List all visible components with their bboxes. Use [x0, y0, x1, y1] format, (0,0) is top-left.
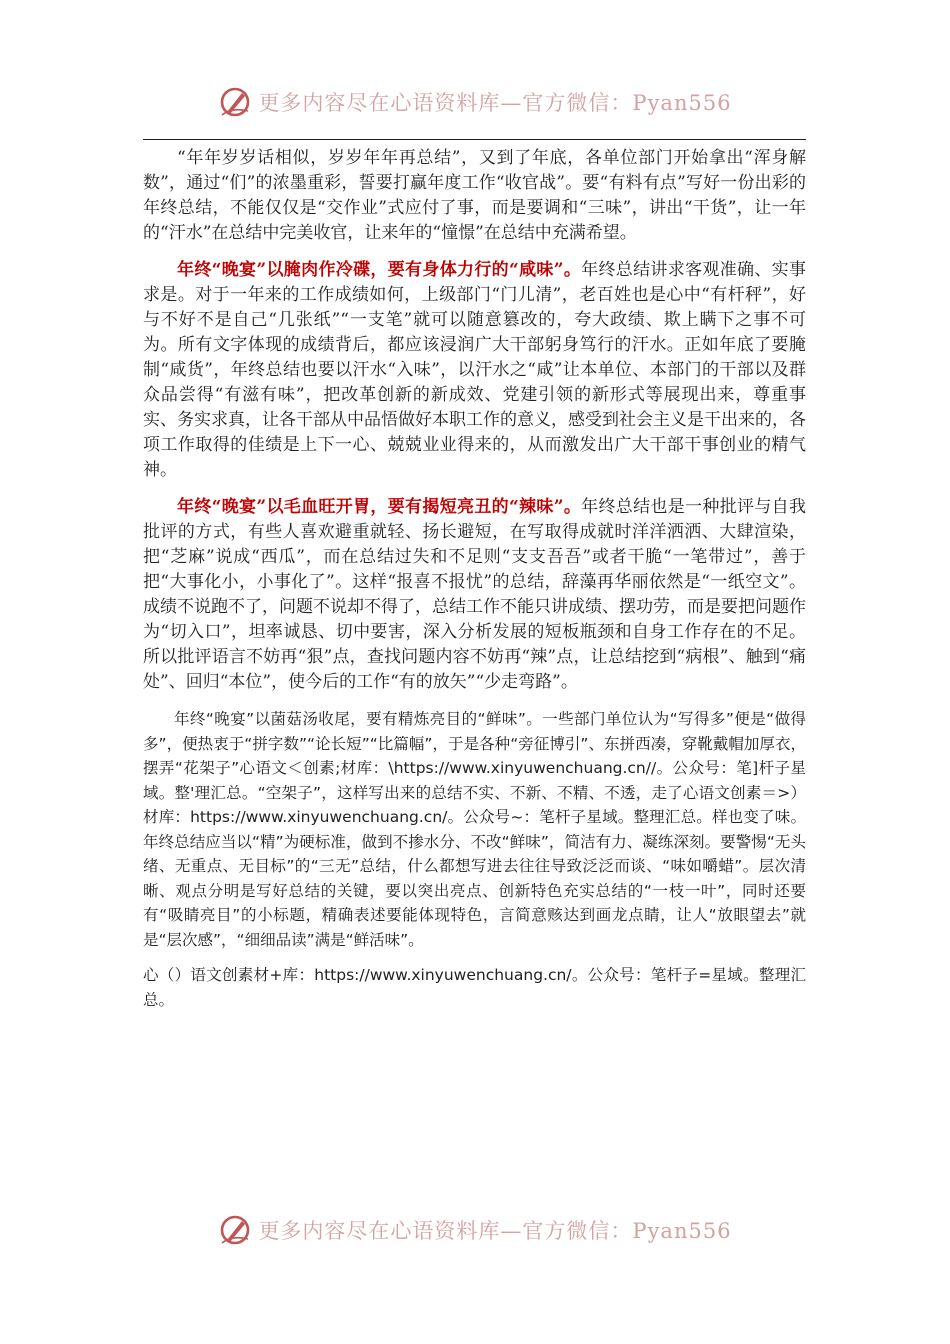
paragraph-body-salty: 年终总结讲求客观准确、实事求是。对于一年来的工作成绩如何，上级部门“门儿清”，老百姓也是心中“有杆秤”，好与不好不是自己“几张纸”“一支笔”就可以随意篡改的，夸大政绩、欺上瞒下之事不可为。所有文字体现的成绩背后，都应该浸润广大干部躬身笃行的汗水。正如年底了要腌制“咸货”，年终总结也要以汗水“入味”，以汗水之“咸”让本单位、本部门的干部以及群众品尝得“有滋有味”，把改革创新的新成效、党建引领的新形式等展现出来，尊重事实、务实求真，让各干部从中品悟做好本职工作的意义，感受到社会主义是干出来的，各项工作取得的佳绩是上下一心、兢兢业业得来的，从而激发出广大干部干事创业的精气神。: [143, 260, 806, 480]
paragraph-salty: [143, 258, 806, 483]
banner-group: [218, 85, 731, 119]
paragraph-source-note: 心（）语文创素材+库：https://www.xinyuwenchuang.cn/。公众号：笔杆子=星域。整理汇总。: [143, 966, 806, 1009]
banner-text: 更多内容尽在心语资料库—官方微信：Pyan556: [258, 91, 732, 115]
pen-circle-icon: [218, 1213, 252, 1247]
header-divider: [143, 139, 806, 140]
pen-circle-icon: [218, 85, 252, 119]
header-banner: [0, 82, 950, 122]
paragraph-heading-salty: 年终“晚宴”以腌肉作冷碟，要有身体力行的“咸味”。: [177, 260, 582, 280]
article-body: [143, 146, 806, 1012]
paragraph-heading-spicy: 年终“晚宴”以毛血旺开胃，要有揭短亮丑的“辣味”。: [177, 497, 582, 517]
paragraph-spicy: [143, 495, 806, 695]
footer-banner: [0, 1210, 950, 1250]
paragraph-body-spicy: 年终总结也是一种批评与自我批评的方式，有些人喜欢避重就轻、扬长避短，在写取得成就时洋洋洒洒、大肆渲染，把“芝麻”说成“西瓜”，而在总结过失和不足则“支支吾吾”或者干脆“一笔带过”，善于把“大事化小，小事化了”。这样“报喜不报忧”的总结，辞藻再华丽依然是“一纸空文”。成绩不说跑不了，问题不说却不得了，总结工作不能只讲成绩、摆功劳，而是要把问题作为“切入口”，坦率诚恳、切中要害，深入分析发展的短板瓶颈和自身工作存在的不足。所以批评语言不妨再“狠”点，查找问题内容不妨再“辣”点，让总结挖到“病根”、触到“痛处”、回归“本位”，使今后的工作“有的放矢”“少走弯路”。: [143, 497, 806, 692]
banner-group-footer: [218, 1213, 731, 1247]
paragraph-fresh: 年终“晚宴”以菌菇汤收尾，要有精炼亮目的“鲜味”。一些部门单位认为“写得多”便是“做得多”，便热衷于“拼字数”“论长短”“比篇幅”，于是各种“旁征博引”、东拼西凑，穿靴戴帽加厚衣，摆弄“花架子”心语文＜创素;材库：\https://www.xinyuwenchuang.cn//。公众号：笔]杆子星域。整'理汇总。“空架子”，这样写出来的总结不实、不新、不精、不透，走了心语文创素＝>）材库：https://www.xinyuwenchuang.cn/。公众号~：笔杆子星域。整理汇总。样也变了味。年终总结应当以“精”为硬标准，做到不掺水分、不改“鲜味”，简洁有力、凝练深刻。要警惕“无头绪、无重点、无目标”的“三无”总结，什么都想写进去往往导致泛泛而谈、“味如嚼蜡”。层次清晰、观点分明是写好总结的关键，要以突出亮点、创新特色充实总结的“一枝一叶”，同时还要有“吸睛亮目”的小标题，精确表述要能体现特色，言简意赅达到画龙点睛，让人“放眼望去”就是“层次感”，“细细品读”满是“鲜活味”。: [143, 710, 806, 949]
paragraph-intro: “年年岁岁话相似，岁岁年年再总结”，又到了年底，各单位部门开始拿出“浑身解数”，通过“们”的浓墨重彩，誓要打赢年度工作“收官战”。要“有料有点”写好一份出彩的年终总结，不能仅仅是“交作业”式应付了事，而是要调和“三味”，讲出“干货”，让一年的“汗水”在总结中完美收官，让来年的“憧憬”在总结中充满希望。: [143, 148, 806, 243]
banner-text-footer: 更多内容尽在心语资料库—官方微信：Pyan556: [258, 1219, 732, 1243]
